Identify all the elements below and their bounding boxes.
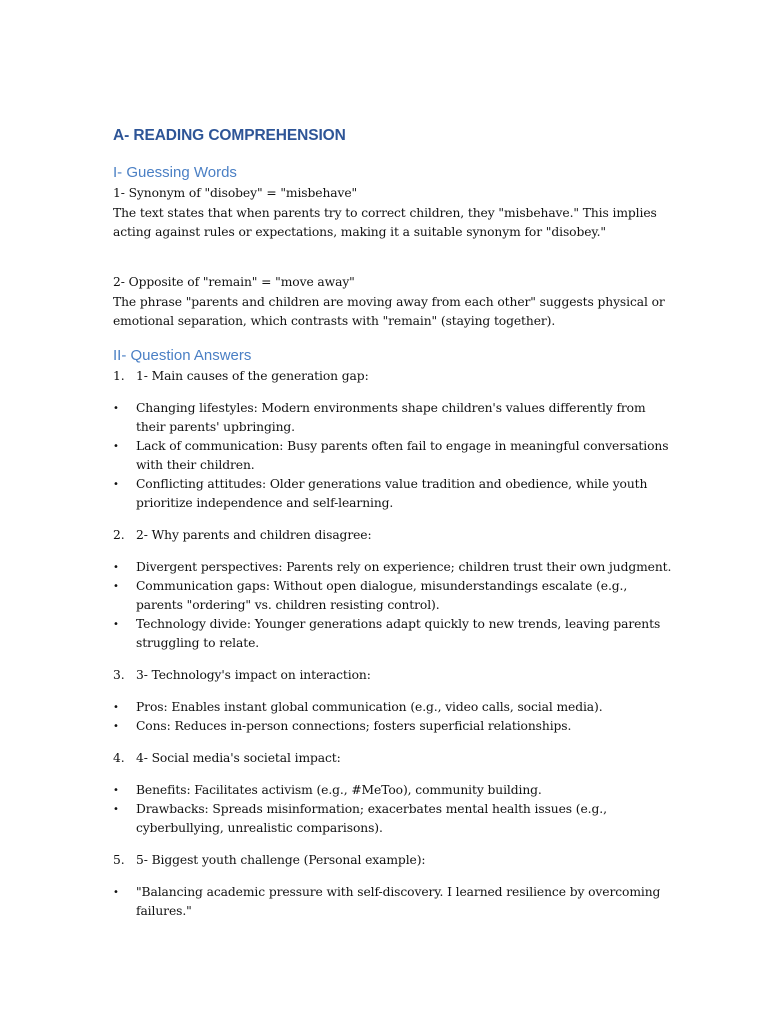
bullet-icon: • xyxy=(113,721,119,732)
bullet-icon: • xyxy=(113,619,119,630)
bullet-icon: • xyxy=(113,562,119,573)
question-2 xyxy=(113,526,673,545)
list-item: • Drawbacks: Spreads misinformation; exacerbates mental health issues (e.g., cyberbullying, unrealistic comparisons). xyxy=(113,802,607,835)
list-item: • Cons: Reduces in-person connections; fosters superficial relationships. xyxy=(113,717,673,736)
list-item: • Technology divide: Younger generations adapt quickly to new trends, leaving parents struggling to relate. xyxy=(113,617,661,650)
bullet-icon: • xyxy=(113,403,119,414)
question-2-answers xyxy=(113,558,673,653)
question-4-answers xyxy=(113,781,673,838)
question-1 xyxy=(113,367,673,386)
question-5-answers xyxy=(113,883,673,921)
bullet-icon: • xyxy=(113,441,119,452)
guessing-item-2-line: 2- Opposite of "remain" = "move away" xyxy=(113,275,355,289)
document-page xyxy=(113,126,673,921)
question-text: 2- Why parents and children disagree: xyxy=(136,528,372,542)
question-text: 4- Social media's societal impact: xyxy=(136,751,341,765)
bullet-icon: • xyxy=(113,581,119,592)
question-number: 4. xyxy=(113,751,125,765)
question-number: 1. xyxy=(113,369,125,383)
section-heading-guessing-words: I- Guessing Words xyxy=(113,164,237,181)
list-item: • Conflicting attitudes: Older generations value tradition and obedience, while youth prioritize independence and self-learning. xyxy=(113,477,648,510)
bullet-icon: • xyxy=(113,785,119,796)
list-item: • Communication gaps: Without open dialogue, misunderstandings escalate (e.g., parents "ordering" vs. children resisting control). xyxy=(113,579,628,612)
question-text: 5- Biggest youth challenge (Personal example): xyxy=(136,853,426,867)
question-text: 3- Technology's impact on interaction: xyxy=(136,668,371,682)
guessing-item-1-line: 1- Synonym of "disobey" = "misbehave" xyxy=(113,186,358,200)
question-3-answers xyxy=(113,698,673,736)
question-number: 2. xyxy=(113,528,125,542)
list-item: • Pros: Enables instant global communication (e.g., video calls, social media). xyxy=(113,698,673,717)
bullet-icon: • xyxy=(113,702,119,713)
question-text: 1- Main causes of the generation gap: xyxy=(136,369,369,383)
list-item: • Lack of communication: Busy parents often fail to engage in meaningful conversations with their children. xyxy=(113,439,669,472)
guessing-item-1-explanation: The text states that when parents try to correct children, they "misbehave." This implies acting against rules or expectations, making it a suitable synonym for "disobey." xyxy=(113,206,657,239)
list-item: • Changing lifestyles: Modern environments shape children's values differently from their parents' upbringing. xyxy=(113,401,646,434)
bullet-icon: • xyxy=(113,479,119,490)
section-heading-question-answers: II- Question Answers xyxy=(113,347,252,364)
page-title: A- READING COMPREHENSION xyxy=(113,127,346,144)
question-5 xyxy=(113,851,673,870)
list-item: • Benefits: Facilitates activism (e.g., #MeToo), community building. xyxy=(113,781,673,800)
bullet-icon: • xyxy=(113,804,119,815)
question-1-answers xyxy=(113,399,673,513)
question-number: 5. xyxy=(113,853,125,867)
list-item: • Divergent perspectives: Parents rely on experience; children trust their own judgment. xyxy=(113,558,673,577)
bullet-icon: • xyxy=(113,887,119,898)
question-3 xyxy=(113,666,673,685)
question-4 xyxy=(113,749,673,768)
guessing-item-2-explanation: The phrase "parents and children are moving away from each other" suggests physical or emotional separation, which contrasts with "remain" (staying together). xyxy=(113,295,665,328)
list-item: • "Balancing academic pressure with self-discovery. I learned resilience by overcoming failures." xyxy=(113,885,661,918)
question-number: 3. xyxy=(113,668,125,682)
